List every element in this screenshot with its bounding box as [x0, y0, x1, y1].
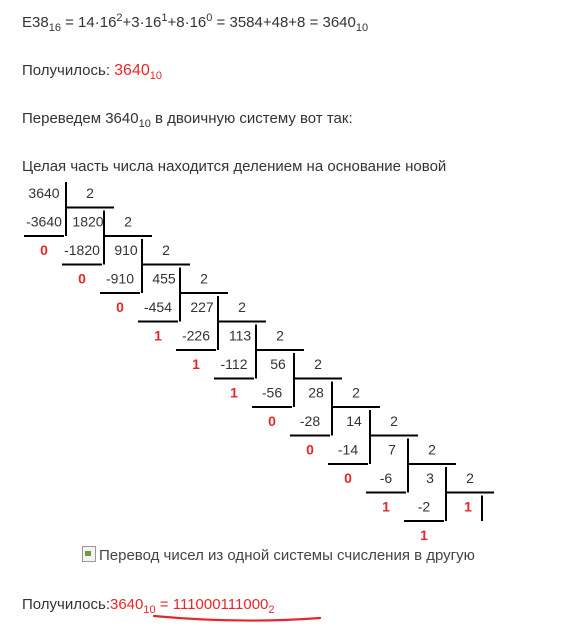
- result-base: 10: [355, 22, 369, 34]
- result-value: 3640: [114, 62, 150, 79]
- divisor-label: 2: [162, 242, 170, 258]
- subtraction-label: -28: [299, 413, 321, 429]
- quotient-label: 227: [190, 299, 214, 315]
- formula-term-3: +8·16: [167, 14, 207, 31]
- subtraction-label: -14: [337, 441, 359, 458]
- quotient-label: 113: [228, 327, 252, 344]
- final-decimal-base: 10: [143, 604, 156, 616]
- quotient-label: 455: [152, 270, 176, 287]
- remainder-label: 0: [40, 242, 48, 258]
- final-binary-base: 2: [268, 604, 275, 616]
- remainder-label: 0: [116, 299, 124, 315]
- translate-pre: Переведем 3640: [22, 110, 139, 127]
- remainder-label: 1: [230, 384, 238, 401]
- dividend-label: 3640: [28, 185, 60, 201]
- quotient-label: 1820: [72, 213, 104, 230]
- image-alt-text: Перевод чисел из одной системы счисления в другую: [99, 547, 475, 564]
- divisor-label: 2: [390, 413, 398, 429]
- subtraction-label: -454: [143, 299, 173, 315]
- remainder-label: 0: [268, 413, 276, 429]
- final-binary-value: 111000111000: [172, 596, 269, 613]
- remainder-label: 1: [420, 527, 428, 543]
- remainder-label: 0: [78, 270, 86, 287]
- quotient-label: 14: [346, 413, 362, 429]
- subtraction-label: -2: [417, 498, 431, 515]
- exponent-2: 1: [161, 12, 168, 24]
- exponent-3: 0: [206, 12, 213, 24]
- divisor-label: 2: [466, 470, 474, 486]
- quotient-label: 28: [308, 384, 324, 401]
- exponent-1: 2: [116, 12, 123, 24]
- broken-image-icon: [82, 546, 96, 562]
- divisor-label: 2: [276, 327, 284, 344]
- quotient-label: 3: [426, 470, 434, 486]
- subtraction-label: -6: [379, 470, 393, 486]
- final-decimal-value: 3640: [110, 596, 144, 613]
- final-equals: =: [155, 596, 173, 613]
- divisor-label: 2: [352, 384, 360, 401]
- divisor-label: 2: [428, 441, 436, 458]
- remainder-label: 1: [192, 356, 200, 372]
- divisor-label: 2: [200, 270, 208, 287]
- divisor-label: 2: [314, 356, 322, 372]
- broken-image: [82, 546, 475, 564]
- translate-post: в двоичную систему вот так:: [150, 110, 353, 127]
- subtraction-label: -226: [181, 327, 211, 344]
- remainder-label: 1: [154, 327, 162, 344]
- quotient-label: 56: [270, 356, 286, 372]
- subtraction-label: -56: [261, 384, 283, 401]
- red-underline: [150, 612, 330, 626]
- hex-number: E38: [22, 14, 49, 31]
- result-label: Получилось:: [22, 62, 115, 79]
- subtraction-label: -3640: [26, 213, 62, 230]
- translate-base: 10: [138, 118, 151, 130]
- formula-term-2: +3·16: [122, 14, 162, 31]
- remainder-label: 1: [382, 498, 390, 515]
- subtraction-label: -112: [220, 356, 248, 372]
- hex-base: 16: [48, 22, 61, 34]
- divisor-label: 2: [86, 185, 94, 201]
- integer-part-text: Целая часть числа находится делением на основание новой: [22, 158, 447, 175]
- subtraction-label: -910: [105, 270, 135, 287]
- quotient-label: 7: [388, 441, 396, 458]
- divisor-label: 2: [238, 299, 246, 315]
- subtraction-label: -1820: [64, 242, 100, 258]
- formula-term-1: = 14·16: [60, 14, 117, 31]
- result-value-base: 10: [149, 70, 162, 82]
- formula-sum: = 3584+48+8 = 3640: [212, 14, 356, 31]
- quotient-label: 1: [464, 498, 472, 515]
- remainder-label: 0: [306, 441, 314, 458]
- final-label: Получилось:: [22, 596, 110, 613]
- remainder-label: 0: [344, 470, 352, 486]
- divisor-label: 2: [124, 213, 132, 230]
- quotient-label: 910: [114, 242, 138, 258]
